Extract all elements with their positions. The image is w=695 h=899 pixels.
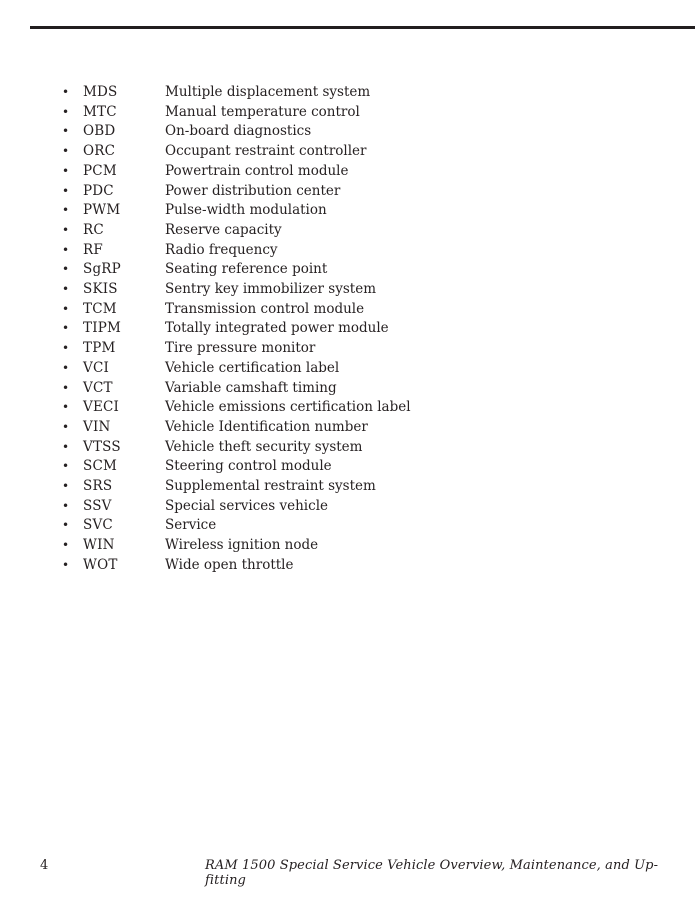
list-item (62, 477, 662, 497)
abbreviation-definition: Totally integrated power module (165, 320, 389, 337)
abbreviation-definition: Occupant restraint controller (165, 143, 367, 160)
list-item (62, 497, 662, 517)
abbreviation-term: TPM (83, 340, 116, 357)
bullet-icon: • (62, 459, 70, 474)
list-item (62, 319, 662, 339)
abbreviation-definition: On-board diagnostics (165, 123, 312, 140)
abbreviation-definition: Radio frequency (165, 241, 278, 258)
list-item (62, 300, 662, 320)
bullet-icon: • (62, 380, 70, 395)
list-item (62, 418, 662, 438)
bullet-icon: • (62, 222, 70, 237)
abbreviation-definition: Reserve capacity (165, 221, 282, 238)
abbreviation-definition: Vehicle Identification number (165, 418, 368, 435)
abbreviation-term: TCM (83, 300, 117, 317)
abbreviation-term: RF (83, 241, 103, 258)
footer-title: RAM 1500 Special Service Vehicle Overview, Maintenance, and Up-fitting (205, 858, 659, 888)
list-item (62, 379, 662, 399)
bullet-icon: • (62, 400, 70, 415)
abbreviation-definition: Pulse-width modulation (165, 202, 327, 219)
abbreviation-definition: Transmission control module (165, 300, 365, 317)
bullet-icon: • (62, 479, 70, 494)
list-item (62, 457, 662, 477)
abbreviation-definition: Wireless ignition node (165, 537, 319, 554)
list-item (62, 516, 662, 536)
abbreviation-definition: Powertrain control module (165, 162, 349, 179)
abbreviation-term: ORC (83, 143, 116, 160)
bullet-icon: • (62, 183, 70, 198)
abbreviation-definition: Supplemental restraint system (165, 478, 376, 495)
bullet-icon: • (62, 498, 70, 513)
list-item (62, 260, 662, 280)
abbreviation-definition: Vehicle emissions certification label (165, 399, 411, 416)
header-rule (30, 26, 695, 29)
bullet-icon: • (62, 144, 70, 159)
abbreviation-term: SVC (83, 517, 113, 534)
abbreviation-definition: Multiple displacement system (165, 84, 371, 100)
abbreviation-term: VIN (83, 418, 111, 435)
abbreviation-term: SKIS (83, 281, 118, 298)
abbreviation-definition: Steering control module (165, 458, 332, 475)
page-number: 4 (40, 858, 49, 873)
abbreviation-term: PCM (83, 162, 117, 179)
bullet-icon: • (62, 163, 70, 178)
list-item (62, 398, 662, 418)
abbreviation-term: SSV (83, 497, 112, 514)
list-item (62, 536, 662, 556)
bullet-icon: • (62, 439, 70, 454)
abbreviation-definition: Seating reference point (165, 261, 328, 278)
bullet-icon: • (62, 242, 70, 257)
list-item (62, 83, 662, 103)
list-item (62, 142, 662, 162)
abbreviation-term: VCT (83, 379, 113, 396)
abbreviation-definition: Wide open throttle (165, 556, 294, 573)
list-item (62, 122, 662, 142)
bullet-icon: • (62, 321, 70, 336)
list-item (62, 339, 662, 359)
abbreviation-term: MDS (83, 84, 118, 100)
abbreviation-term: OBD (83, 123, 116, 140)
abbreviation-definition: Vehicle certification label (165, 359, 340, 376)
list-item (62, 438, 662, 458)
abbreviation-definition: Manual temperature control (165, 103, 360, 120)
bullet-icon: • (62, 203, 70, 218)
bullet-icon: • (62, 282, 70, 297)
bullet-icon: • (62, 538, 70, 553)
page-footer (0, 858, 695, 888)
abbreviation-term: RC (83, 221, 104, 238)
abbreviation-definition: Special services vehicle (165, 497, 328, 514)
abbreviation-term: WOT (83, 556, 118, 573)
bullet-icon: • (62, 419, 70, 434)
bullet-icon: • (62, 360, 70, 375)
bullet-icon: • (62, 301, 70, 316)
abbreviation-term: MTC (83, 103, 117, 120)
bullet-icon: • (62, 104, 70, 119)
bullet-icon: • (62, 341, 70, 356)
abbreviation-term: VCI (83, 359, 110, 376)
list-item (62, 201, 662, 221)
list-item (62, 182, 662, 202)
abbreviation-term: VTSS (83, 438, 121, 455)
abbreviation-definition: Vehicle theft security system (165, 438, 363, 455)
abbreviation-term: TIPM (83, 320, 122, 337)
abbreviation-term: SgRP (83, 261, 121, 278)
abbreviation-term: SRS (83, 478, 113, 495)
abbreviation-definition: Service (165, 517, 217, 534)
abbreviation-definition: Tire pressure monitor (165, 340, 316, 357)
abbreviation-definition: Power distribution center (165, 182, 341, 199)
list-item (62, 556, 662, 576)
abbreviation-term: PDC (83, 182, 114, 199)
abbreviation-term: WIN (83, 537, 115, 554)
abbreviation-term: PWM (83, 202, 121, 219)
abbreviation-term: SCM (83, 458, 118, 475)
abbreviation-definition: Sentry key immobilizer system (165, 281, 377, 298)
list-item (62, 221, 662, 241)
bullet-icon: • (62, 85, 70, 99)
list-item (62, 241, 662, 261)
abbreviation-definition: Variable camshaft timing (165, 379, 337, 396)
list-item (62, 280, 662, 300)
list-item (62, 359, 662, 379)
bullet-icon: • (62, 518, 70, 533)
bullet-icon: • (62, 557, 70, 572)
list-item (62, 103, 662, 123)
list-item (62, 162, 662, 182)
abbreviation-term: VECI (83, 399, 120, 416)
abbreviations-list (62, 83, 662, 576)
bullet-icon: • (62, 262, 70, 277)
bullet-icon: • (62, 124, 70, 139)
